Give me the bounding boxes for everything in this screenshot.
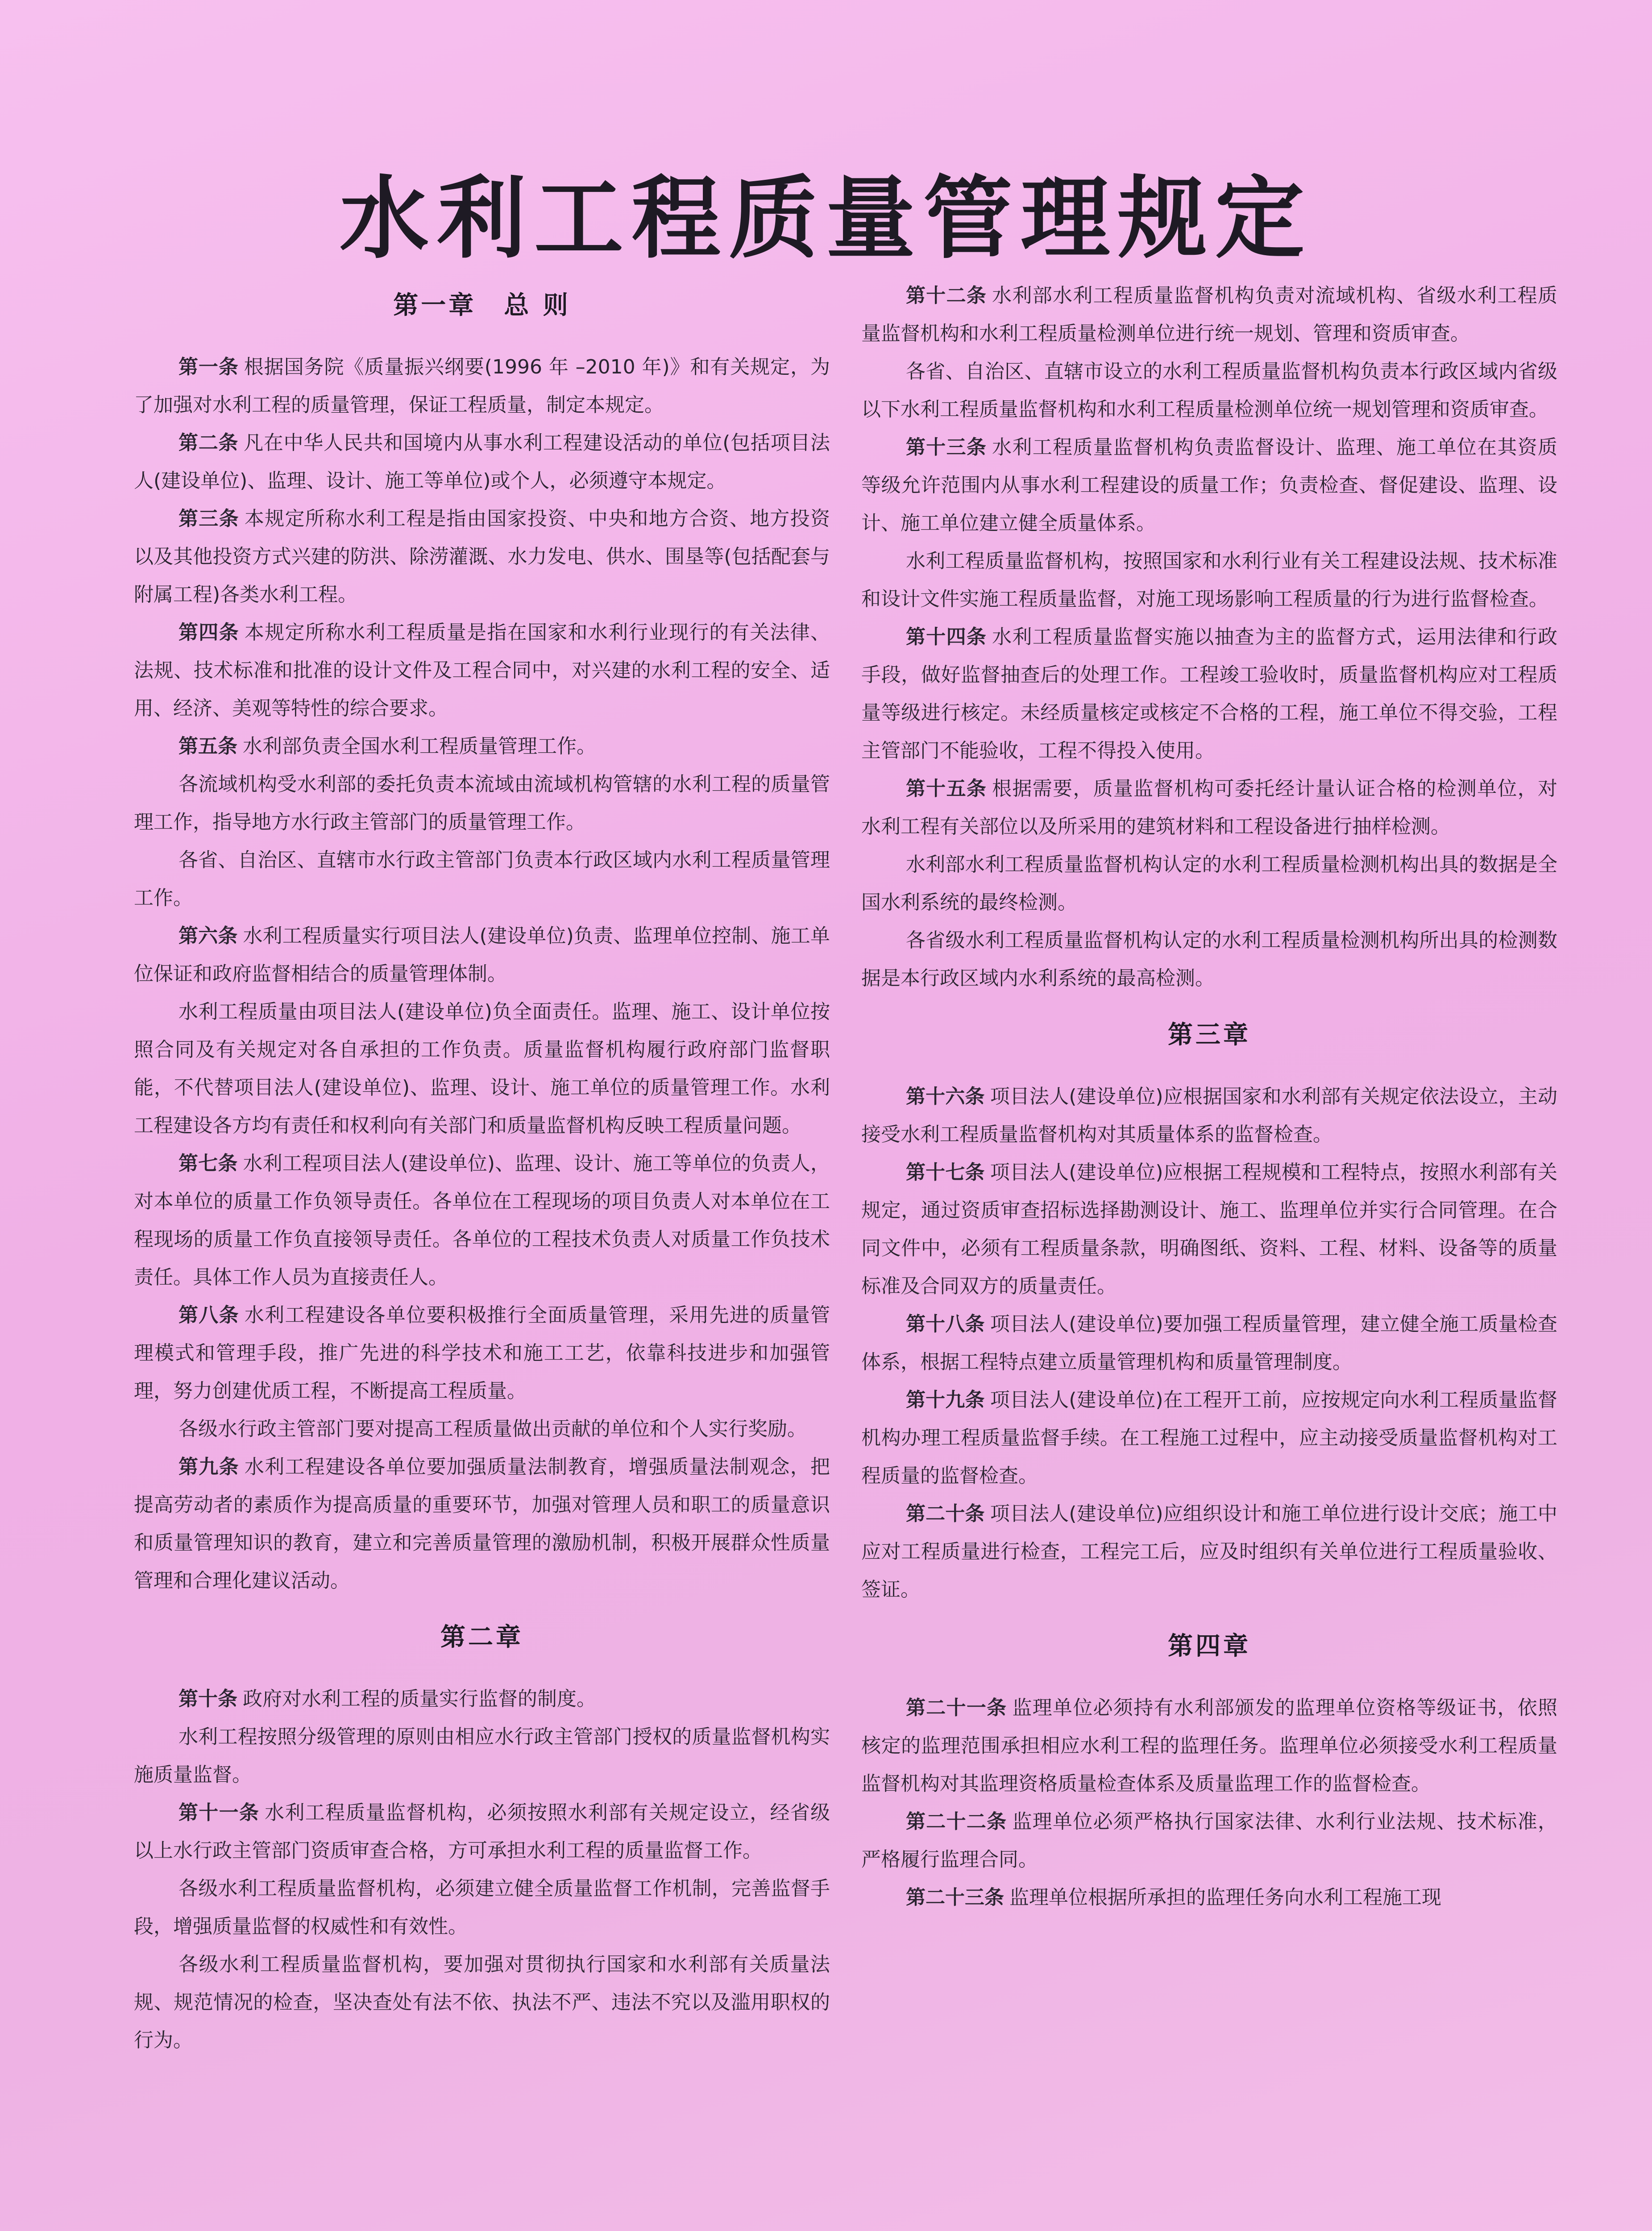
article-13 <box>861 428 1557 542</box>
article-text: 根据需要，质量监督机构可委托经计量认证合格的检测单位，对水利工程有关部位以及所采用的建筑材料和工程设备进行抽样检测。 <box>861 777 1558 838</box>
paragraph: 各流域机构受水利部的委托负责本流域由流域机构管辖的水利工程的质量管理工作，指导地方水行政主管部门的质量管理工作。 <box>134 773 830 834</box>
article-text: 本规定所称水利工程是指由国家投资、中央和地方合资、地方投资以及其他投资方式兴建的防洪、除涝灌溉、水力发电、供水、围垦等(包括配套与附属工程)各类水利工程。 <box>134 507 830 606</box>
article-number: 第三条 <box>178 507 239 530</box>
article-number: 第二条 <box>178 431 239 454</box>
article-number: 第十六条 <box>906 1085 985 1108</box>
article-text: 项目法人(建设单位)应根据工程规模和工程特点，按照水利部有关规定，通过资质审查招标选择勘测设计、施工、监理单位并实行合同管理。在合同文件中，必须有工程质量条款，明确图纸、资料、工程、材料、设备等的质量标准及合同双方的质量责任。 <box>861 1161 1557 1298</box>
article-text: 水利工程建设各单位要积极推行全面质量管理，采用先进的质量管理模式和管理手段，推广先进的科学技术和施工工艺，依靠科技进步和加强管理，努力创建优质工程，不断提高工程质量。 <box>134 1304 830 1402</box>
article-number: 第十条 <box>178 1688 237 1710</box>
chapter-1-heading: 第一章 总 则 <box>393 291 571 320</box>
paragraph: 各级水行政主管部门要对提高工程质量做出贡献的单位和个人实行奖励。 <box>178 1418 807 1440</box>
article-number: 第十五条 <box>906 777 987 800</box>
paragraph: 水利部水利工程质量监督机构认定的水利工程质量检测机构出具的数据是全国水利系统的最终检测。 <box>861 853 1557 914</box>
paragraph: 各省级水利工程质量监督机构认定的水利工程质量检测机构所出具的检测数据是本行政区域内水利系统的最高检测。 <box>861 929 1557 990</box>
article-text: 本规定所称水利工程质量是指在国家和水利行业现行的有关法律、法规、技术标准和批准的设计文件及工程合同中，对兴建的水利工程的安全、适用、经济、美观等特性的综合要求。 <box>134 621 830 720</box>
paragraph: 各省、自治区、直辖市水行政主管部门负责本行政区域内水利工程质量管理工作。 <box>134 849 830 909</box>
article-text: 政府对水利工程的质量实行监督的制度。 <box>243 1688 596 1710</box>
article-19 <box>861 1381 1557 1495</box>
chapter-3-heading: 第三章 <box>1168 1020 1251 1049</box>
article-number: 第五条 <box>178 735 237 758</box>
article-number: 第四条 <box>178 621 239 644</box>
article-9 <box>134 1448 830 1600</box>
article-text: 水利工程建设各单位要加强质量法制教育，增强质量法制观念，把提高劳动者的素质作为提高质量的重要环节，加强对管理人员和职工的质量意识和质量管理知识的教育，建立和完善质量管理的激励机制，积极开展群众性质量管理和合理化建议活动。 <box>134 1456 830 1592</box>
left-column <box>134 286 830 2059</box>
chapter-4-heading: 第四章 <box>1168 1632 1251 1661</box>
article-number: 第六条 <box>178 925 238 947</box>
article-text: 项目法人(建设单位)应组织设计和施工单位进行设计交底；施工中应对工程质量进行检查，工程完工后，应及时组织有关单位进行工程质量验收、签证。 <box>861 1502 1557 1601</box>
article-number: 第二十三条 <box>906 1886 1004 1909</box>
article-21 <box>861 1689 1557 1803</box>
article-number: 第十三条 <box>906 436 987 459</box>
article-text: 水利部负责全国水利工程质量管理工作。 <box>243 735 596 758</box>
article-text: 水利工程质量监督机构负责监督设计、监理、施工单位在其资质等级允许范围内从事水利工程建设的质量工作；负责检查、督促建设、监理、设计、施工单位建立健全质量体系。 <box>861 436 1558 535</box>
article-number: 第十一条 <box>178 1801 260 1824</box>
article-text: 监理单位必须持有水利部颁发的监理单位资格等级证书，依照核定的监理范围承担相应水利工程的监理任务。监理单位必须接受水利工程质量监督机构对其监理资格质量检查体系及质量监理工作的监督检查。 <box>861 1696 1557 1795</box>
article-text: 水利工程质量监督实施以抽查为主的监督方式，运用法律和行政手段，做好监督抽查后的处理工作。工程竣工验收时，质量监督机构应对工程质量等级进行核定。未经质量核定或核定不合格的工程，施工单位不得交验，工程主管部门不能验收，工程不得投入使用。 <box>861 626 1558 762</box>
article-4 <box>134 614 830 727</box>
article-12 <box>861 277 1557 352</box>
article-number: 第十七条 <box>906 1161 985 1184</box>
article-text: 水利工程质量监督机构，必须按照水利部有关规定设立，经省级以上水行政主管部门资质审查合格，方可承担水利工程的质量监督工作。 <box>134 1801 830 1862</box>
article-text: 水利部水利工程质量监督机构负责对流域机构、省级水利工程质量监督机构和水利工程质量检测单位进行统一规划、管理和资质审查。 <box>861 284 1558 345</box>
article-5 <box>134 727 830 765</box>
article-text: 水利工程项目法人(建设单位)、监理、设计、施工等单位的负责人，对本单位的质量工作负领导责任。各单位在工程现场的项目负责人对本单位在工程现场的质量工作负直接领导责任。各单位的工程技术负责人对质量工作负技术责任。具体工作人员为直接责任人。 <box>134 1152 830 1289</box>
article-text: 监理单位必须严格执行国家法律、水利行业法规、技术标准，严格履行监理合同。 <box>861 1810 1557 1871</box>
article-22 <box>861 1803 1557 1879</box>
paragraph: 水利工程按照分级管理的原则由相应水行政主管部门授权的质量监督机构实施质量监督。 <box>134 1725 830 1786</box>
article-8 <box>134 1296 830 1410</box>
paragraph: 各级水利工程质量监督机构，必须建立健全质量监督工作机制，完善监督手段，增强质量监督的权威性和有效性。 <box>134 1877 830 1938</box>
article-15 <box>861 770 1557 846</box>
article-2 <box>134 424 830 500</box>
article-11 <box>134 1794 830 1870</box>
article-number: 第九条 <box>178 1456 239 1478</box>
article-7 <box>134 1145 830 1296</box>
article-10 <box>134 1680 830 1718</box>
article-text: 项目法人(建设单位)要加强工程质量管理，建立健全施工质量检查体系，根据工程特点建立质量管理机构和质量管理制度。 <box>861 1313 1557 1373</box>
article-number: 第七条 <box>178 1152 238 1175</box>
paragraph: 各省、自治区、直辖市设立的水利工程质量监督机构负责本行政区域内省级以下水利工程质量监督机构和水利工程质量检测单位统一规划管理和资质审查。 <box>861 360 1557 421</box>
article-number: 第二十一条 <box>906 1696 1007 1719</box>
article-text: 项目法人(建设单位)应根据国家和水利部有关规定依法设立，主动接受水利工程质量监督机构对其质量体系的监督检查。 <box>861 1085 1557 1146</box>
paragraph: 水利工程质量监督机构，按照国家和水利行业有关工程建设法规、技术标准和设计文件实施工程质量监督，对施工现场影响工程质量的行为进行监督检查。 <box>861 550 1557 610</box>
article-17 <box>861 1153 1557 1305</box>
article-6 <box>134 917 830 993</box>
article-1 <box>134 348 830 424</box>
document-title: 水利工程质量管理规定 <box>339 167 1312 271</box>
article-14 <box>861 618 1557 770</box>
paragraph: 各级水利工程质量监督机构，要加强对贯彻执行国家和水利部有关质量法规、规范情况的检查，坚决查处有法不依、执法不严、违法不究以及滥用职权的行为。 <box>134 1953 830 2052</box>
article-text: 凡在中华人民共和国境内从事水利工程建设活动的单位(包括项目法人(建设单位)、监理、设计、施工等单位)或个人，必须遵守本规定。 <box>134 431 830 492</box>
article-23 <box>861 1879 1557 1916</box>
article-20 <box>861 1495 1557 1609</box>
article-number: 第二十条 <box>906 1502 985 1525</box>
article-text: 监理单位根据所承担的监理任务向水利工程施工现 <box>1009 1886 1441 1909</box>
article-text: 水利工程质量实行项目法人(建设单位)负责、监理单位控制、施工单位保证和政府监督相结合的质量管理体制。 <box>134 925 830 985</box>
article-number: 第八条 <box>178 1304 239 1327</box>
article-number: 第二十二条 <box>906 1810 1007 1833</box>
article-16 <box>861 1078 1557 1153</box>
right-column <box>861 277 1557 1916</box>
article-3 <box>134 500 830 614</box>
paragraph: 水利工程质量由项目法人(建设单位)负全面责任。监理、施工、设计单位按照合同及有关规定对各自承担的工作负责。质量监督机构履行政府部门监督职能，不代替项目法人(建设单位)、监理、设计、施工单位的质量管理工作。水利工程建设各方均有责任和权利向有关部门和质量监督机构反映工程质量问题。 <box>134 1000 830 1137</box>
chapter-2-heading: 第二章 <box>440 1623 523 1652</box>
article-number: 第十二条 <box>906 284 987 307</box>
article-number: 第十四条 <box>906 626 987 648</box>
article-text: 项目法人(建设单位)在工程开工前，应按规定向水利工程质量监督机构办理工程质量监督手续。在工程施工过程中，应主动接受质量监督机构对工程质量的监督检查。 <box>861 1389 1557 1487</box>
article-number: 第十八条 <box>906 1313 985 1335</box>
article-text: 根据国务院《质量振兴纲要(1996 年 –2010 年)》和有关规定，为了加强对水利工程的质量管理，保证工程质量，制定本规定。 <box>134 356 830 416</box>
article-number: 第十九条 <box>906 1389 985 1411</box>
article-number: 第一条 <box>178 356 239 378</box>
article-18 <box>861 1305 1557 1381</box>
